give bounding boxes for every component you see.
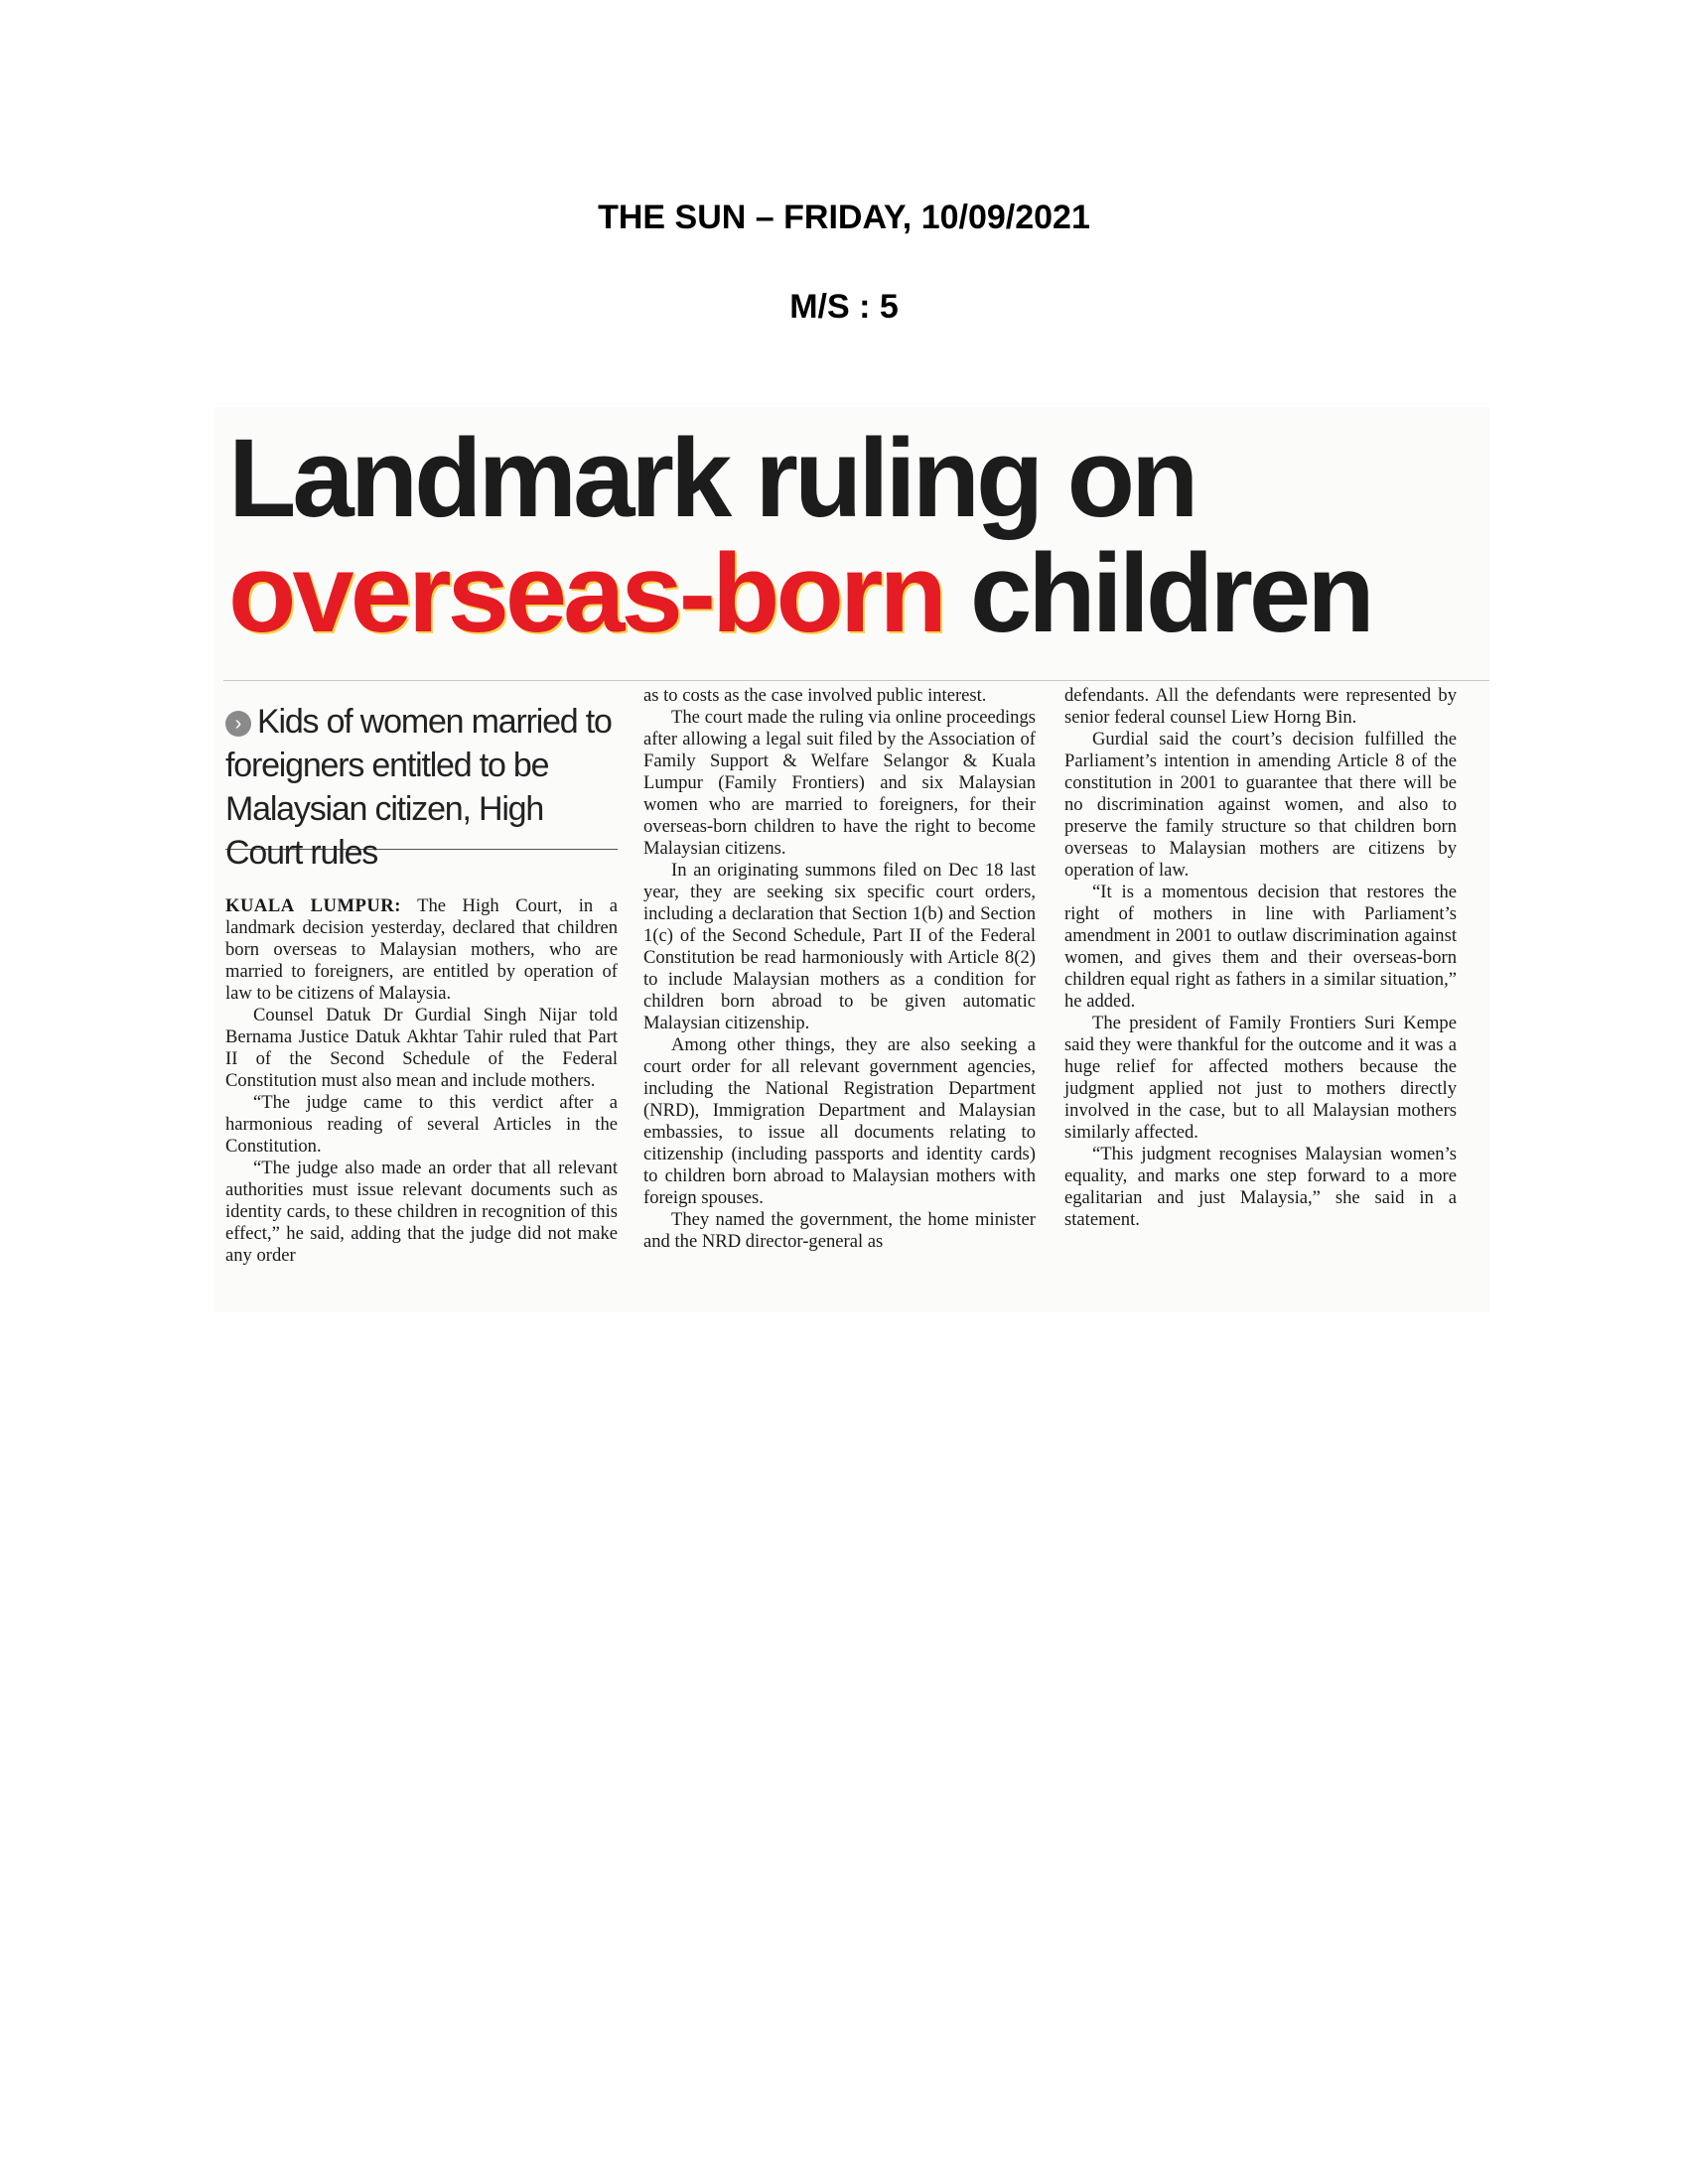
chevron-arrow-icon: › xyxy=(225,711,251,737)
article-column-3 xyxy=(1064,685,1457,1231)
headline-divider xyxy=(223,680,1489,681)
publication-date-header: THE SUN – FRIDAY, 10/09/2021 xyxy=(598,199,1090,236)
headline-highlight: overseas-born xyxy=(228,531,943,655)
article-column-2 xyxy=(643,685,1036,1253)
standfirst xyxy=(225,700,618,875)
headline-line-1: Landmark ruling on xyxy=(228,416,1196,540)
article-paragraph: Counsel Datuk Dr Gurdial Singh Nijar told Bernama Justice Datuk Akhtar Tahir ruled that Part II of the Second Schedule of the Federal Constitution must also mean and include mothers. xyxy=(225,1005,618,1091)
article-paragraph: They named the government, the home minister and the NRD director-general as xyxy=(643,1209,1036,1252)
standfirst-text: Kids of women married to foreigners entitled to be Malaysian citizen, High Court rules xyxy=(225,703,612,872)
newspaper-clipping xyxy=(213,407,1489,1312)
headline-rest: children xyxy=(942,531,1371,655)
article-paragraph: The president of Family Frontiers Suri Kempe said they were thankful for the outcome and it was a huge relief for affected mothers because the judgment applied not just to mothers directly involved in the case, but to all Malaysian mothers similarly affected. xyxy=(1064,1013,1457,1143)
standfirst-box xyxy=(225,690,618,872)
article-paragraph: Gurdial said the court’s decision fulfilled the Parliament’s intention in amending Article 8 of the constitution in 2001 to guarantee that there will be no discrimination against women, and also to preserve the family structure so that children born overseas to Malaysian mothers are citizens by operation of law. xyxy=(1064,729,1457,881)
article-paragraph: Among other things, they are also seeking a court order for all relevant government agencies, including the National Registration Department (NRD), Immigration Department and Malaysian embassies, to issue all documents relating to citizenship (including passports and identity cards) to children born abroad to Malaysian mothers with foreign spouses. xyxy=(643,1034,1036,1208)
dateline: KUALA LUMPUR: xyxy=(225,895,401,916)
article-paragraph: In an originating summons filed on Dec 18 last year, they are seeking six specific court orders, including a declaration that Section 1(b) and Section 1(c) of the Second Schedule, Part II of the Federal Constitution be read harmoniously with Article 8(2) to include Malaysian mothers as a condition for children born abroad to be given automatic Malaysian citizenship. xyxy=(643,860,1036,1033)
article-paragraph: “The judge came to this verdict after a harmonious reading of several Articles in the Constitution. xyxy=(225,1092,618,1157)
headline-line-2 xyxy=(228,531,1371,655)
article-column-1 xyxy=(225,895,618,1267)
article-paragraph: defendants. All the defendants were represented by senior federal counsel Liew Horng Bin. xyxy=(1064,685,1457,728)
article-paragraph: “It is a momentous decision that restores the right of mothers in line with Parliament’s amendment in 2001 to outlaw discrimination against women, and gives them and their overseas-born children equal right as fathers in a similar situation,” he added. xyxy=(1064,882,1457,1012)
page-number-header: M/S : 5 xyxy=(789,288,899,326)
article-paragraph: The court made the ruling via online proceedings after allowing a legal suit filed by the Association of Family Support & Welfare Selangor & Kuala Lumpur (Family Frontiers) and six Malaysian women who are married to foreigners, for their overseas-born children to have the right to become Malaysian citizens. xyxy=(643,707,1036,859)
article-paragraph: KUALA LUMPUR: The High Court, in a landmark decision yesterday, declared that children born overseas to Malaysian mothers, who are married to foreigners, are entitled by operation of law to be citizens of Malaysia. xyxy=(225,895,619,1004)
article-paragraph: “This judgment recognises Malaysian women’s equality, and marks one step forward to a more egalitarian and just Malaysia,” she said in a statement. xyxy=(1064,1144,1457,1230)
article-paragraph: as to costs as the case involved public interest. xyxy=(643,685,987,706)
article-paragraph: “The judge also made an order that all relevant authorities must issue relevant documents such as identity cards, to these children in recognition of this effect,” he said, adding that the judge did not make any order xyxy=(225,1158,618,1266)
